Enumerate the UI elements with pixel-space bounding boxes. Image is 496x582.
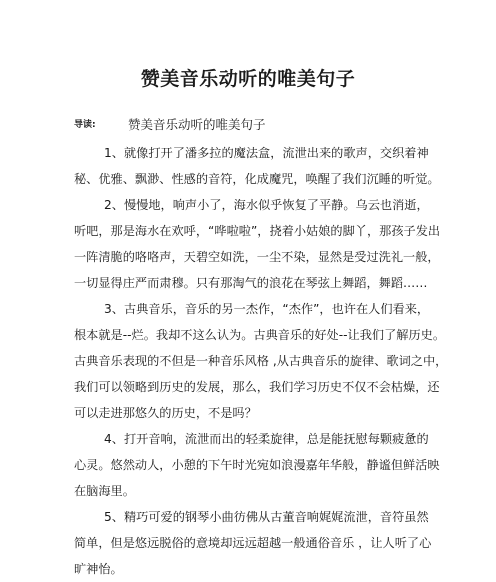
- body-line: 旷神怡。: [74, 562, 123, 576]
- body-line: 秘、优雅、飘渺、性感的音符，化成魔咒，唤醒了我们沉睡的听觉。: [74, 172, 440, 186]
- body-line: 可以走进那悠久的历史，不是吗？: [74, 406, 257, 420]
- body-line: 5、精巧可爱的钢琴小曲彷佛从古董音响娓娓流泄，音符虽然: [104, 510, 429, 524]
- body-line: 古典音乐表现的不但是一种音乐风格 ,从古典音乐的旋律、歌词之中，: [74, 354, 448, 368]
- body-line: 简单，但是悠远脱俗的意境却远远超越一般通俗音乐 ，让人听了心: [74, 536, 432, 550]
- body-line: 3、古典音乐，音乐的另一杰作，“杰作”，也许在人们看来，: [104, 302, 430, 316]
- body-line: 心灵。悠然动人，小憩的下午时光宛如浪漫嘉年华般，静谧但鲜活映: [74, 458, 440, 472]
- body-line: 根本就是--烂。我却不这么认为。古典音乐的好处--让我们了解历史。: [74, 328, 446, 342]
- body-line: 我们可以领略到历史的发展，那么，我们学习历史不仅不会枯燥，还: [74, 380, 440, 394]
- body-line: 在脑海里。: [74, 484, 135, 498]
- intro-text: 赞美音乐动听的唯美句子: [128, 117, 266, 132]
- body-line: 1、就像打开了潘多拉的魔法盒，流泄出来的歌声，交织着神: [104, 146, 429, 160]
- intro-row: [74, 114, 266, 136]
- body-line: 2、慢慢地，响声小了，海水似乎恢复了平静。乌云也消逝，: [104, 198, 429, 212]
- document-title: 赞美音乐动听的唯美句子: [140, 68, 356, 90]
- document-body: [74, 140, 448, 582]
- body-line: 一切显得庄严而肃穆。只有那淘气的浪花在琴弦上舞蹈，舞蹈……: [74, 276, 428, 290]
- body-line: 一阵清脆的咯咯声，天碧空如洗，一尘不染，显然是受过洗礼一般，: [74, 250, 440, 264]
- intro-label: 导读:: [74, 120, 96, 130]
- body-line: 听吧，那是海水在欢呼，“哗啦啦”，挠着小姑娘的脚丫，那孩子发出: [74, 224, 441, 238]
- body-line: 4、打开音响，流泄而出的轻柔旋律，总是能抚慰每颗疲惫的: [104, 432, 429, 446]
